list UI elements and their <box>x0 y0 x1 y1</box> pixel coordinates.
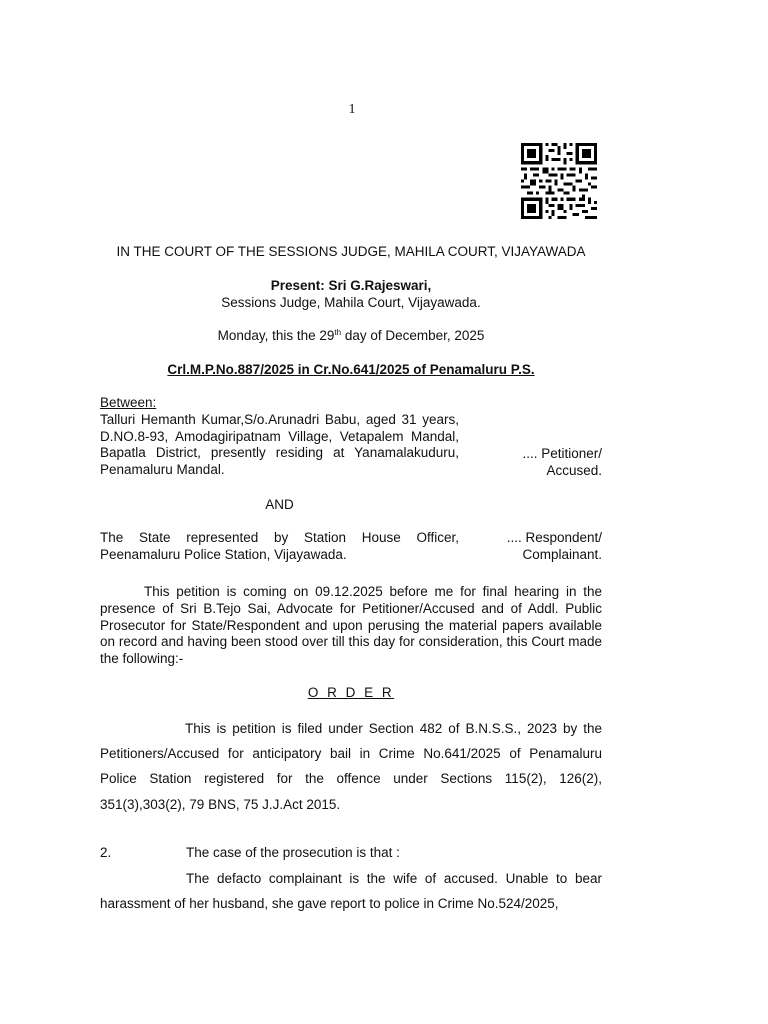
petitioner-role-line2: Accused. <box>546 462 602 478</box>
date-superscript: th <box>334 328 342 337</box>
paragraph-2-text: The case of the prosecution is that : <box>186 845 400 860</box>
petitioner-role-line1: .... Petitioner/ <box>522 446 602 461</box>
petitioner-role <box>442 446 602 479</box>
present-judge-name: Present: Sri G.Rajeswari, <box>270 278 432 293</box>
respondent-role <box>442 530 602 563</box>
petitioner-description: Talluri Hemanth Kumar,S/o.Arunadri Babu, aged 31 years, D.NO.8-93, Amodagiripatnam Village, Vetapalem Mandal, Bapatla District, presently residing at Yanamalakuduru, Penamaluru Mandal. <box>100 412 459 477</box>
order-date <box>100 328 602 343</box>
between-label: Between: <box>100 395 157 410</box>
qr-code-icon <box>521 143 597 219</box>
date-prefix: Monday, this the 29 <box>217 328 335 343</box>
paragraph-2-number: 2. <box>100 845 112 860</box>
hearing-paragraph: This petition is coming on 09.12.2025 before me for final hearing in the presence of Sri B.Tejo Sai, Advocate for Petitioner/Accused and of Addl. Public Prosecutor for State/Respondent and upon perusing the material papers available on record and having been stood over till this day for consideration, this Court made the following:- <box>100 584 602 667</box>
paragraph-3-text: The defacto complainant is the wife of accused. Unable to bear harassment of her husband, she gave report to police in Crime No.524/2025, <box>100 871 602 912</box>
respondent-role-line1: .... Respondent/ <box>506 530 602 545</box>
case-title: Crl.M.P.No.887/2025 in Cr.No.641/2025 of Penamaluru P.S. <box>167 362 535 377</box>
court-title: IN THE COURT OF THE SESSIONS JUDGE, MAHILA COURT, VIJAYAWADA <box>116 244 586 259</box>
order-heading: O R D E R <box>307 685 395 700</box>
respondent-role-line2: Complainant. <box>522 546 602 562</box>
and-label: AND <box>265 497 294 512</box>
respondent-description: The State represented by Station House Officer, Peenamaluru Police Station, Vijayawada. <box>100 530 459 562</box>
page-number: 1 <box>348 102 356 117</box>
judge-designation: Sessions Judge, Mahila Court, Vijayawada. <box>221 295 481 310</box>
date-suffix: day of December, 2025 <box>341 328 485 343</box>
order-paragraph-1: This is petition is filed under Section 482 of B.N.S.S., 2023 by the Petitioners/Accused for anticipatory bail in Crime No.641/2025 of Penamaluru Police Station registered for the offence under Sections 115(2), 126(2), 351(3),303(2), 79 BNS, 75 J.J.Act 2015. <box>100 721 602 812</box>
